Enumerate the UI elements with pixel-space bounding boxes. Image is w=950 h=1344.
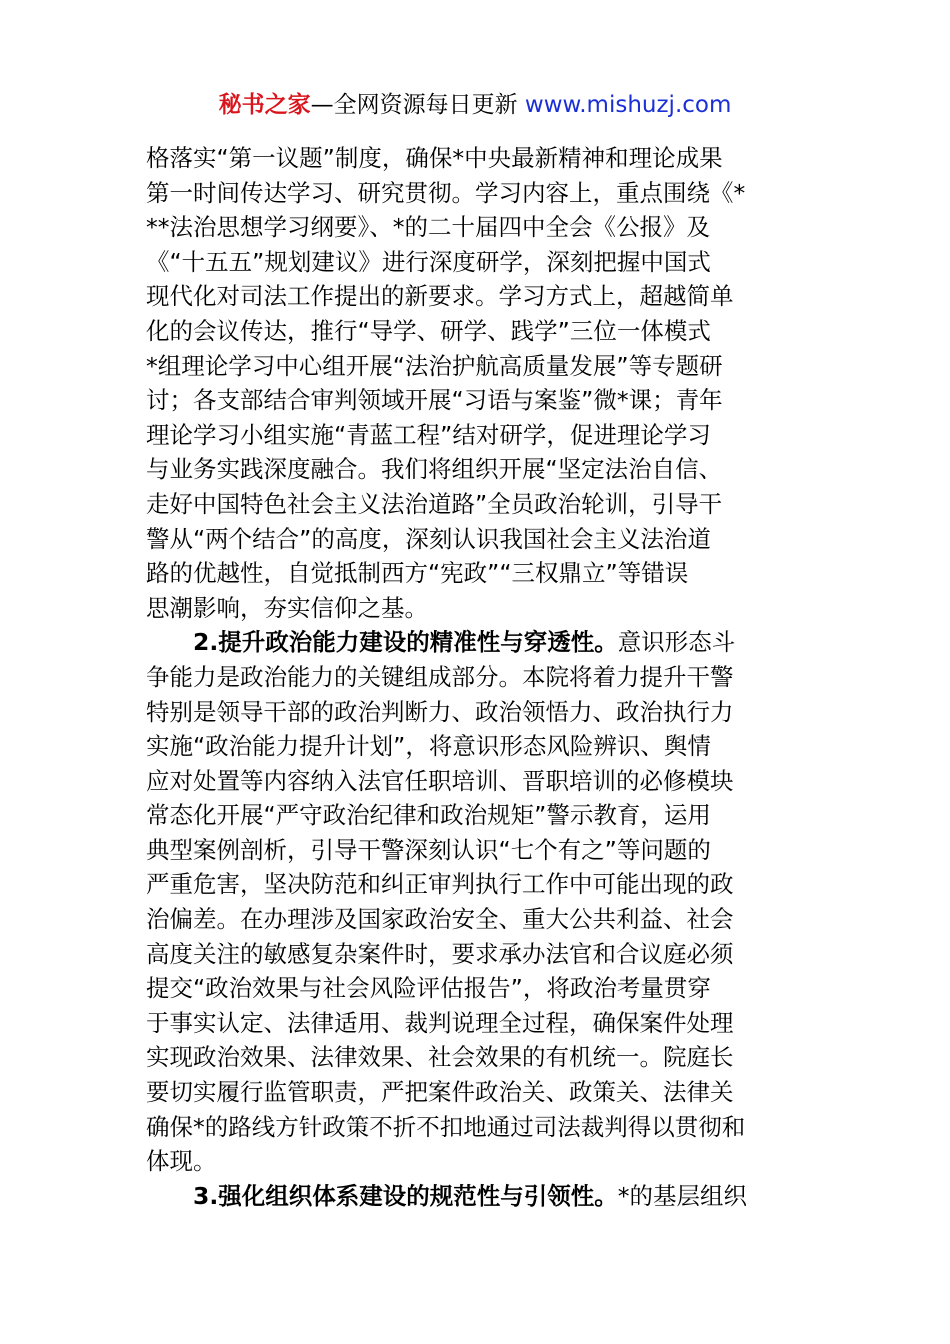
section-2-first-line <box>146 625 808 660</box>
section-3-first-text: *的基层组织 <box>617 1181 748 1210</box>
text-line: *组理论学习中心组开展“法治护航高质量发展”等专题研 <box>146 351 723 380</box>
text-line: 走好中国特色社会主义法治道路”全员政治轮训，引导干 <box>146 489 723 518</box>
text-line: 实现政治效果、法律效果、社会效果的有机统一。院庭长 <box>146 1043 734 1072</box>
header-slogan: —全网资源每日更新 <box>310 92 525 118</box>
text-line: 理论学习小组实施“青蓝工程”结对研学，促进理论学习 <box>146 420 711 449</box>
site-header <box>0 88 950 122</box>
text-line: 严重危害，坚决防范和纠正审判执行工作中可能出现的政 <box>146 870 734 899</box>
brand-name: 秘书之家 <box>218 92 311 118</box>
text-line: 体现。 <box>146 1147 217 1176</box>
site-url-link[interactable]: www.mishuzj.com <box>524 92 732 118</box>
text-line: 现代化对司法工作提出的新要求。学习方式上，超越简单 <box>146 282 734 311</box>
text-line: 要切实履行监管职责，严把案件政治关、政策关、法律关 <box>146 1078 734 1107</box>
text-line: 格落实“第一议题”制度，确保*中央最新精神和理论成果 <box>146 144 723 172</box>
text-line: 与业务实践深度融合。我们将组织开展“坚定法治自信、 <box>146 455 723 484</box>
text-line: 高度关注的敏感复杂案件时，要求承办法官和合议庭必须 <box>146 939 734 968</box>
text-line: 提交“政治效果与社会风险评估报告”，将政治考量贯穿 <box>146 974 711 1003</box>
text-line: 特别是领导干部的政治判断力、政治领悟力、政治执行力 <box>146 697 734 726</box>
section-2-heading: 2.提升政治能力建设的精准性与穿透性。 <box>193 628 618 657</box>
text-line: 讨；各支部结合审判领域开展“习语与案鉴”微*课；青年 <box>146 386 723 415</box>
document-body <box>146 141 808 1213</box>
text-line: 路的优越性，自觉抵制西方“宪政”“三权鼎立”等错误 <box>146 559 689 588</box>
text-line: 实施“政治能力提升计划”，将意识形态风险辨识、舆情 <box>146 732 711 761</box>
section-3-first-line <box>146 1179 808 1214</box>
text-line: 第一时间传达学习、研究贯彻。学习内容上，重点围绕《* <box>146 178 746 207</box>
text-line: 《“十五五”规划建议》进行深度研学，深刻把握中国式 <box>146 247 711 276</box>
text-line: 于事实认定、法律适用、裁判说理全过程，确保案件处理 <box>146 1008 734 1037</box>
section-2-first-text: 意识形态斗 <box>617 628 736 657</box>
text-line: 思潮影响，夯实信仰之基。 <box>146 593 428 622</box>
text-line: 争能力是政治能力的关键组成部分。本院将着力提升干警 <box>146 662 734 691</box>
text-line: 常态化开展“严守政治纪律和政治规矩”警示教育，运用 <box>146 801 711 830</box>
section-3-heading: 3.强化组织体系建设的规范性与引领性。 <box>193 1181 618 1210</box>
text-line: 治偏差。在办理涉及国家政治安全、重大公共利益、社会 <box>146 905 734 934</box>
text-line: 确保*的路线方针政策不折不扣地通过司法裁判得以贯彻和 <box>146 1112 746 1141</box>
text-line: 典型案例剖析，引导干警深刻认识“七个有之”等问题的 <box>146 835 711 864</box>
text-line: **法治思想学习纲要》、*的二十届四中全会《公报》及 <box>146 213 710 242</box>
text-line: 应对处置等内容纳入法官任职培训、晋职培训的必修模块 <box>146 766 734 795</box>
text-line: 化的会议传达，推行“导学、研学、践学”三位一体模式 <box>146 316 711 345</box>
text-line: 警从“两个结合”的高度，深刻认识我国社会主义法治道 <box>146 524 711 553</box>
